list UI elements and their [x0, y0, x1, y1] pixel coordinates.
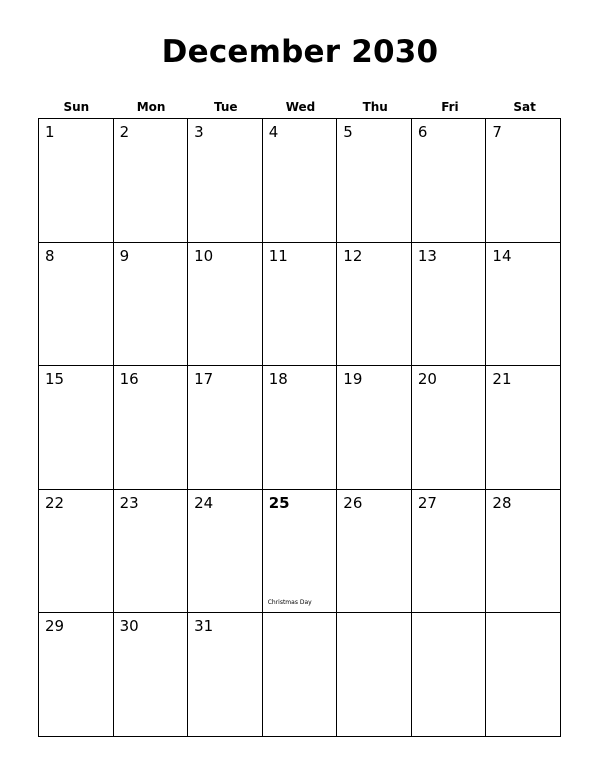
- day-number: 5: [343, 123, 353, 141]
- day-cell: [337, 243, 412, 367]
- day-number: 22: [45, 493, 65, 512]
- weekday-sat: Sat: [513, 100, 536, 114]
- day-cell: [337, 366, 412, 490]
- day-cell: [188, 119, 263, 243]
- day-cell: [486, 366, 561, 490]
- day-cell: [39, 490, 114, 614]
- day-number: 17: [194, 370, 214, 389]
- day-number: 20: [417, 370, 437, 389]
- day-cell: [114, 490, 189, 614]
- calendar-grid: [38, 118, 561, 737]
- day-cell: [412, 119, 487, 243]
- day-number: 9: [119, 246, 130, 265]
- day-cell: [188, 243, 263, 367]
- day-number: 4: [268, 123, 279, 141]
- day-cell: [114, 366, 189, 490]
- day-cell: [114, 613, 189, 737]
- day-cell: [263, 243, 338, 367]
- day-number: 24: [194, 493, 214, 512]
- weekday-sun: Sun: [63, 100, 90, 114]
- day-cell: [337, 613, 412, 737]
- holiday-label: Christmas Day: [267, 599, 312, 607]
- day-number: 2: [119, 123, 130, 141]
- day-number: 11: [268, 246, 288, 265]
- weekday-mon: Mon: [136, 100, 166, 114]
- day-number: 18: [268, 370, 288, 389]
- day-number: 19: [343, 370, 363, 389]
- day-number: 30: [119, 617, 139, 636]
- day-number: 23: [119, 493, 139, 512]
- calendar-title: December 2030: [161, 34, 439, 70]
- day-cell: [412, 490, 487, 614]
- day-number: 29: [45, 617, 65, 636]
- day-number: 13: [417, 246, 437, 265]
- day-cell: [337, 490, 412, 614]
- day-number: 10: [194, 246, 214, 265]
- weekday-fri: Fri: [441, 100, 459, 114]
- day-cell: [486, 119, 561, 243]
- day-number: 14: [492, 246, 512, 265]
- day-number: 28: [492, 493, 512, 512]
- day-number: 16: [119, 370, 139, 389]
- day-number: 8: [45, 246, 55, 265]
- weekday-header-row: [39, 99, 562, 115]
- day-number: 21: [492, 370, 512, 389]
- day-number: 26: [343, 493, 363, 512]
- day-cell: [263, 613, 338, 737]
- day-number: 3: [194, 123, 204, 141]
- day-cell: [486, 613, 561, 737]
- day-cell: [486, 243, 561, 367]
- day-cell: [486, 490, 561, 614]
- day-cell: [263, 119, 338, 243]
- day-cell: [412, 366, 487, 490]
- day-number: 25: [268, 493, 290, 512]
- day-number: 31: [194, 617, 214, 636]
- day-cell: [39, 366, 114, 490]
- day-cell: [39, 119, 114, 243]
- day-number: 15: [45, 370, 65, 389]
- day-cell: [263, 366, 338, 490]
- day-cell: [412, 243, 487, 367]
- day-cell: [188, 366, 263, 490]
- day-cell: [263, 490, 338, 614]
- weekday-wed: Wed: [285, 100, 316, 114]
- day-cell: [188, 613, 263, 737]
- day-cell: [39, 613, 114, 737]
- day-number: 27: [417, 493, 437, 512]
- day-number: 6: [417, 123, 428, 141]
- weekday-thu: Thu: [362, 100, 388, 114]
- day-cell: [39, 243, 114, 367]
- day-number: 7: [492, 123, 502, 141]
- day-cell: [188, 490, 263, 614]
- day-cell: [337, 119, 412, 243]
- day-cell: [114, 119, 189, 243]
- day-cell: [114, 243, 189, 367]
- day-number: 1: [45, 123, 55, 141]
- day-cell: [412, 613, 487, 737]
- day-number: 12: [343, 246, 363, 265]
- weekday-tue: Tue: [214, 100, 238, 114]
